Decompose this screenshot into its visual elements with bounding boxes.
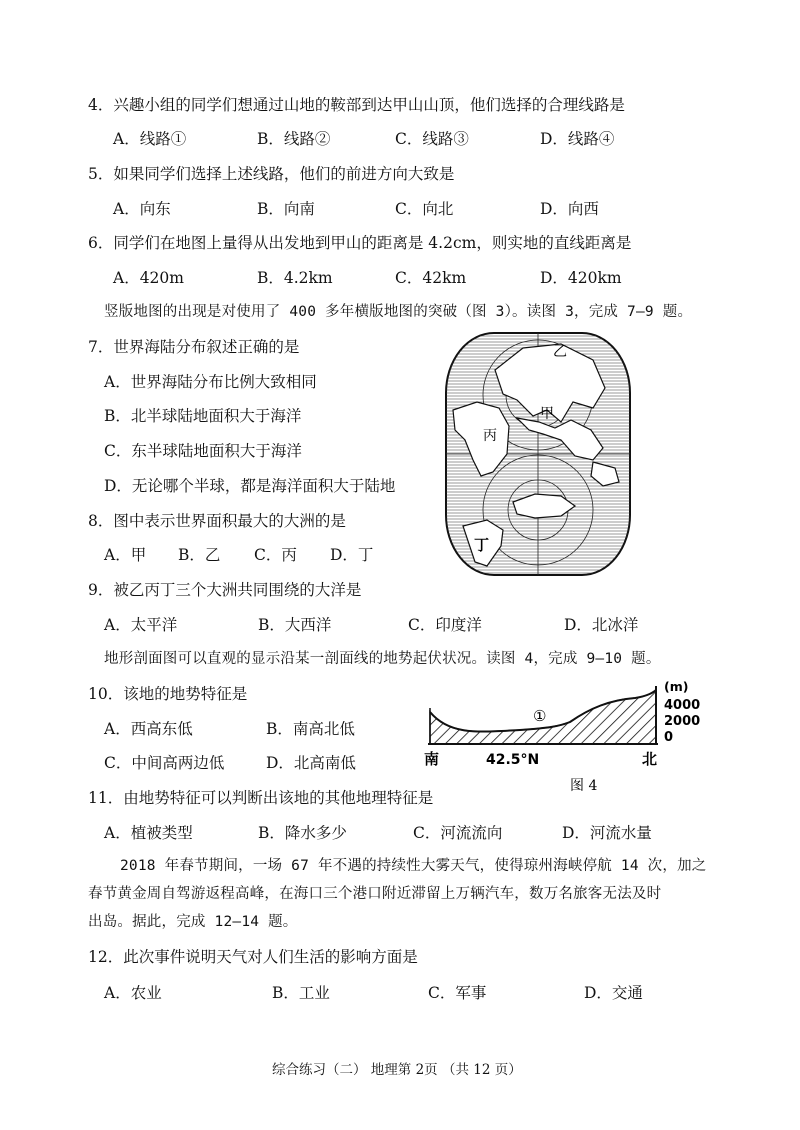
figure4-terrain-profile (420, 678, 720, 796)
q6-option-a: A．420m (113, 269, 184, 287)
figure3-world-map (443, 330, 633, 578)
q6-option-b: B．4.2km (257, 269, 333, 287)
q4-option-a: A．线路① (113, 130, 187, 148)
y-unit: (m) (664, 679, 689, 694)
q11-option-d: D．河流水量 (562, 824, 652, 842)
north-label: 北 (642, 750, 658, 768)
q9-option-c: C．印度洋 (408, 616, 482, 634)
intro-7-9: 竖版地图的出现是对使用了 400 多年横版地图的突破（图 3）。读图 3，完成 7–9 题。 (104, 304, 693, 320)
intro-12-14-line3: 出岛。据此，完成 12–14 题。 (88, 914, 298, 930)
q4-option-c: C．线路③ (395, 130, 469, 148)
q10-option-d: D．北高南低 (266, 754, 356, 772)
figure4-caption: 图 4 (570, 778, 598, 794)
q7-option-b: B．北半球陆地面积大于海洋 (104, 407, 302, 425)
q4-option-b: B．线路② (257, 130, 331, 148)
q5-option-d: D．向西 (540, 200, 599, 218)
q8-option-b: B．乙 (178, 546, 221, 564)
q7-option-d: D．无论哪个半球，都是海洋面积大于陆地 (104, 477, 396, 495)
q5-stem: 5．如果同学们选择上述线路，他们的前进方向大致是 (88, 165, 455, 183)
q7-stem: 7．世界海陆分布叙述正确的是 (88, 338, 300, 356)
q6-option-c: C．42km (395, 269, 467, 287)
q9-option-a: A．太平洋 (104, 616, 178, 634)
q7-option-c: C．东半球陆地面积大于海洋 (104, 442, 302, 460)
y-tick-0: 0 (664, 730, 674, 745)
q7-option-a: A．世界海陆分布比例大致相同 (104, 373, 317, 391)
intro-12-14-line2: 春节黄金周自驾游返程高峰，在海口三个港口附近滞留上万辆汽车，数万名旅客无法及时 (88, 886, 662, 902)
q12-option-c: C．军事 (428, 984, 487, 1002)
q8-stem: 8．图中表示世界面积最大的大洲的是 (88, 512, 346, 530)
south-label: 南 (424, 750, 440, 768)
q9-option-b: B．大西洋 (258, 616, 332, 634)
q12-stem: 12．此次事件说明天气对人们生活的影响方面是 (88, 948, 418, 966)
q12-option-b: B．工业 (272, 984, 330, 1002)
label-bing: 丙 (483, 428, 497, 444)
marker-one: ① (533, 707, 547, 725)
q8-option-a: A．甲 (104, 546, 147, 564)
intro-12-14-line1: 2018 年春节期间，一场 67 年不遇的持续性大雾天气，使得琼州海峡停航 14 次，加之 (120, 858, 707, 874)
q4-stem: 4．兴趣小组的同学们想通过山地的鞍部到达甲山山顶，他们选择的合理线路是 (88, 96, 625, 114)
q11-stem: 11．由地势特征可以判断出该地的其他地理特征是 (88, 789, 434, 807)
q12-option-d: D．交通 (584, 984, 643, 1002)
label-jia: 甲 (540, 406, 554, 422)
q9-stem: 9．被乙丙丁三个大洲共同围绕的大洋是 (88, 581, 362, 599)
q6-stem: 6．同学们在地图上量得从出发地到甲山的距离是 4.2cm，则实地的直线距离是 (88, 234, 632, 252)
q5-option-b: B．向南 (257, 200, 315, 218)
world-map-graphic (443, 330, 633, 578)
latitude-label: 42.5°N (486, 752, 540, 768)
q5-option-c: C．向北 (395, 200, 454, 218)
q11-option-c: C．河流流向 (413, 824, 503, 842)
y-tick-2000: 2000 (664, 714, 701, 729)
label-yi: 乙 (553, 344, 567, 360)
intro-9-10: 地形剖面图可以直观的显示沿某一剖面线的地势起伏状况。读图 4，完成 9–10 题。 (104, 651, 661, 667)
q10-option-a: A．西高东低 (104, 720, 193, 738)
q6-option-d: D．420km (540, 269, 622, 287)
label-ding: 丁 (474, 536, 490, 554)
q5-option-a: A．向东 (113, 200, 171, 218)
q10-option-c: C．中间高两边低 (104, 754, 225, 772)
terrain-profile-graphic (420, 678, 720, 796)
q8-option-d: D．丁 (330, 546, 374, 564)
q11-option-b: B．降水多少 (258, 824, 347, 842)
q8-option-c: C．丙 (254, 546, 297, 564)
y-tick-4000: 4000 (664, 698, 701, 713)
page-footer: 综合练习（二） 地理第 2页 （共 12 页） (272, 1062, 522, 1078)
q11-option-a: A．植被类型 (104, 824, 193, 842)
q10-stem: 10．该地的地势特征是 (88, 685, 248, 703)
q12-option-a: A．农业 (104, 984, 162, 1002)
q9-option-d: D．北冰洋 (564, 616, 639, 634)
q4-option-d: D．线路④ (540, 130, 615, 148)
q10-option-b: B．南高北低 (266, 720, 355, 738)
